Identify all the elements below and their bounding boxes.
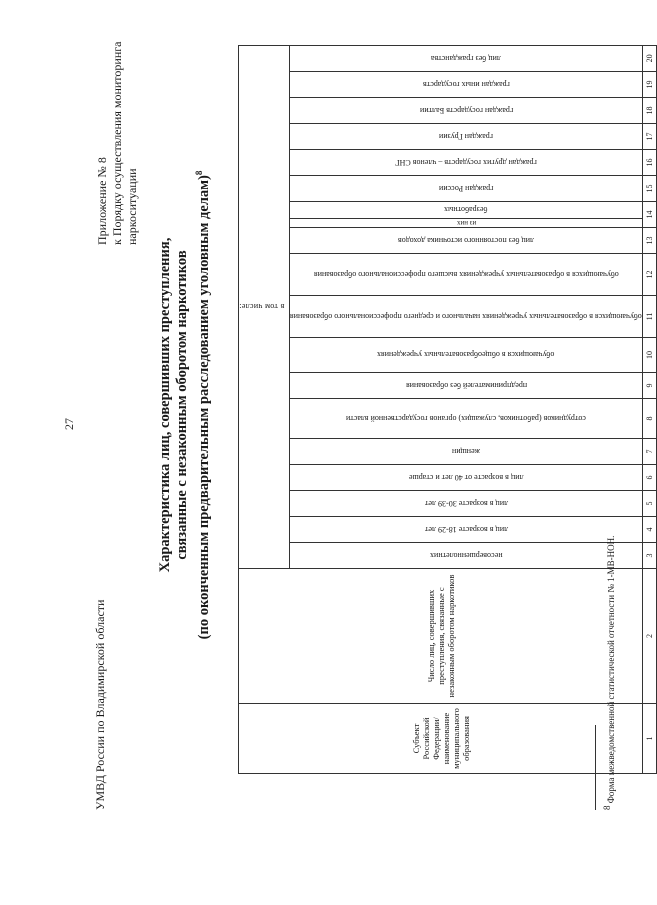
appendix-caption (95, 10, 140, 245)
header-col-17 (290, 124, 643, 150)
header-col-4-text: лиц в возрасте 18-29 лет (424, 525, 508, 534)
header-col-20-text: лиц без гражданства (431, 53, 502, 63)
column-number-2: 2 (643, 569, 657, 704)
footnote-text: Форма межведомственной статистической отчетности № 1-МВ-НОН. (606, 535, 616, 804)
header-including-text: в том числе: (239, 302, 285, 312)
header-col-16 (290, 150, 643, 176)
footnote (602, 536, 616, 810)
title-line-1: Характеристика лиц, совершивших преступления, (157, 237, 173, 573)
footnote-mark: 8 (194, 170, 204, 176)
column-number-16: 16 (643, 150, 657, 176)
header-col-12 (290, 254, 643, 296)
column-number-20: 20 (643, 45, 657, 71)
header-col-7 (290, 439, 643, 465)
column-number-15: 15 (643, 176, 657, 202)
statistics-table (238, 45, 657, 774)
header-col-9-text: предпринимателей без образования (405, 381, 527, 390)
table-header-row-1 (239, 45, 290, 773)
column-number-10: 10 (643, 338, 657, 373)
header-col-3 (290, 543, 643, 569)
title-line-2: связанные с незаконным оборотом наркотиков (174, 250, 190, 560)
column-number-19: 19 (643, 72, 657, 98)
page-number: 27 (62, 418, 76, 430)
header-including (239, 45, 290, 568)
column-number-4: 4 (643, 517, 657, 543)
header-col-14-text: безработных (444, 205, 488, 215)
header-col-17-text: граждан Грузии (439, 132, 494, 141)
title-line-3 (191, 105, 213, 705)
header-col-6-text: лиц в возрасте от 40 лет и старше (408, 473, 524, 482)
header-col-16-text: граждан других государств – членов СНГ (395, 158, 538, 167)
header-col-10-text: обучающихся в общеобразовательных учреждениях (377, 350, 555, 360)
header-col-18-text: граждан государств Балтии (419, 106, 513, 115)
header-col-3-text: несовершеннолетних (429, 551, 503, 560)
header-col-5 (290, 491, 643, 517)
footnote-divider (595, 725, 596, 810)
header-col-13-text: лиц без постоянного источника доходов (398, 236, 535, 245)
header-col-8 (290, 399, 643, 439)
header-col-7-text: женщин (452, 447, 481, 456)
column-number-9: 9 (643, 373, 657, 399)
header-col-11 (290, 296, 643, 338)
header-col-4 (290, 517, 643, 543)
column-number-5: 5 (643, 491, 657, 517)
header-col-12-text: обучающихся в образовательных учреждениях высшего профессионального образования (313, 270, 619, 279)
header-col-15 (290, 176, 643, 202)
header-col-19 (290, 72, 643, 98)
column-number-3: 3 (643, 543, 657, 569)
header-col-14 (290, 202, 643, 219)
column-number-1: 1 (643, 704, 657, 774)
header-col-14-group-text: из них (456, 219, 476, 227)
column-number-7: 7 (643, 439, 657, 465)
header-col-18 (290, 98, 643, 124)
header-total-persons: Число лиц, совершивших преступления, связанные с незаконным оборотом наркотиков (239, 569, 643, 704)
column-number-6: 6 (643, 465, 657, 491)
header-col-9 (290, 373, 643, 399)
column-number-11: 11 (643, 296, 657, 338)
appendix-number: Приложение № 8 (95, 157, 109, 245)
header-col-5-text: лиц в возрасте 30-39 лет (424, 499, 508, 508)
column-number-17: 17 (643, 124, 657, 150)
appendix-reference: к Порядку осуществления мониторинга наркоситуации (110, 41, 139, 245)
header-col-15-text: граждан России (438, 184, 494, 193)
column-number-14: 14 (643, 202, 657, 228)
header-col-6 (290, 465, 643, 491)
header-col-19-text: граждан иных государств (422, 80, 510, 89)
document-title (157, 105, 213, 705)
footnote-marker: 8 (602, 805, 612, 810)
header-col-8-text: сотрудников (работников, служащих) органов государственной власти (346, 414, 587, 423)
column-number-row (643, 45, 657, 773)
header-col-11-text: обучающихся в образовательных учреждениях начального и среднего профессионального образования (290, 312, 643, 321)
column-number-8: 8 (643, 399, 657, 439)
title-line-3-text: (по оконченным предварительным расследованием уголовным делам) (195, 175, 212, 640)
column-number-18: 18 (643, 98, 657, 124)
header-subject: Субъект Российской Федерации/ наименование муниципального образования (239, 704, 643, 774)
organization-name: УМВД России по Владимирской области (93, 599, 107, 810)
header-col-14-group (290, 219, 643, 228)
header-col-13 (290, 228, 643, 254)
column-number-13: 13 (643, 228, 657, 254)
column-number-12: 12 (643, 254, 657, 296)
header-col-10 (290, 338, 643, 373)
header-col-20 (290, 45, 643, 71)
